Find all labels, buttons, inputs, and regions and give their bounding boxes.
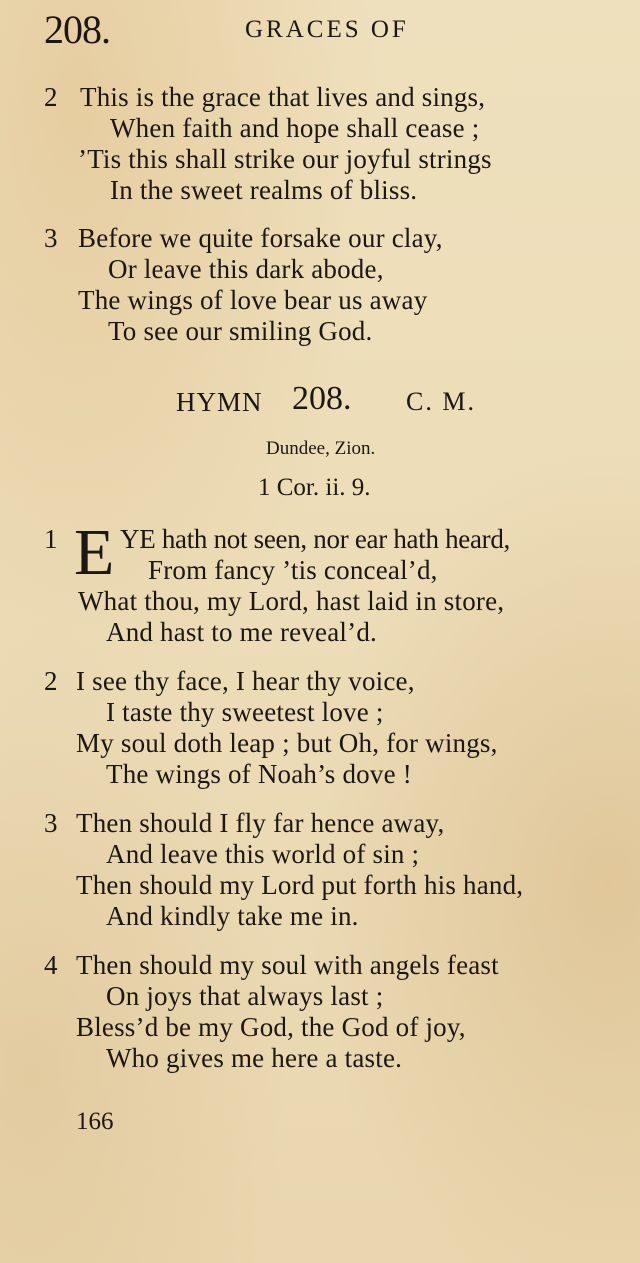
- verse-number: 3: [44, 223, 58, 253]
- verse-number: 2: [44, 82, 58, 112]
- hymn-label: HYMN: [176, 387, 263, 417]
- verse-line: From fancy ’tis conceal’d,: [148, 555, 438, 585]
- verse-line: What thou, my Lord, hast laid in store,: [78, 586, 505, 616]
- verse-number: 1: [44, 524, 58, 554]
- verse-line: I taste thy sweetest love ;: [106, 697, 384, 727]
- verse-line: And hast to me reveal’d.: [106, 617, 377, 647]
- verse-line: Bless’d be my God, the God of joy,: [76, 1012, 466, 1042]
- verse-number: 2: [44, 666, 58, 696]
- drop-cap: E: [74, 516, 115, 589]
- running-head-page-number: 208.: [44, 7, 110, 52]
- verse-line: Before we quite forsake our clay,: [78, 223, 443, 253]
- verse-line: ’Tis this shall strike our joyful strings: [78, 144, 492, 174]
- verse-line: YE hath not seen, nor ear hath heard,: [120, 524, 510, 554]
- verse-line: Then should my Lord put forth his hand,: [76, 870, 524, 900]
- verse-number: 3: [44, 808, 58, 838]
- hymn-number: 208.: [292, 380, 352, 417]
- verse-line: In the sweet realms of bliss.: [110, 175, 418, 205]
- verse-line: When faith and hope shall cease ;: [110, 113, 480, 143]
- verse-line: Then should my soul with angels feast: [76, 950, 499, 980]
- verse-line: Who gives me here a taste.: [106, 1043, 403, 1073]
- scripture-reference: 1 Cor. ii. 9.: [258, 474, 371, 501]
- verse-line: The wings of love bear us away: [78, 285, 428, 315]
- verse-line: Then should I fly far hence away,: [76, 808, 445, 838]
- verse-line: And kindly take me in.: [106, 901, 359, 931]
- verse-line: And leave this world of sin ;: [106, 839, 420, 869]
- verse-line: My soul doth leap ; but Oh, for wings,: [76, 728, 498, 758]
- verse-line: To see our smiling God.: [108, 316, 373, 346]
- verse-line: Or leave this dark abode,: [108, 254, 384, 284]
- verse-line: This is the grace that lives and sings,: [80, 82, 486, 112]
- verse-line: The wings of Noah’s dove !: [106, 759, 412, 789]
- hymn-meter: C. M.: [406, 387, 476, 416]
- verse-line: I see thy face, I hear thy voice,: [76, 666, 415, 696]
- folio-number: 166: [76, 1108, 114, 1135]
- verse-line: On joys that always last ;: [106, 981, 384, 1011]
- verse-number: 4: [44, 950, 58, 980]
- tune-names: Dundee, Zion.: [266, 438, 376, 459]
- running-head-title: GRACES OF: [245, 16, 409, 43]
